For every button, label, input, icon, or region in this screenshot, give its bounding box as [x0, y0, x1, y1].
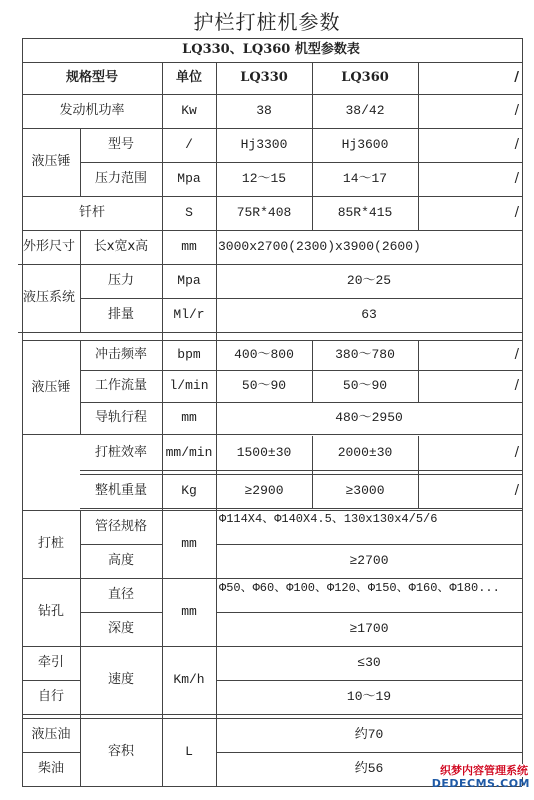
impact-freq-label: 冲击频率 — [94, 346, 147, 362]
flow-unit: l/min — [169, 377, 209, 393]
header-lq330: LQ330 — [240, 69, 288, 85]
piling-unit: mm — [181, 535, 197, 551]
engine-power-lq330: 38 — [256, 102, 272, 118]
piling-height-value: ≥2700 — [349, 552, 389, 568]
volume-label: 容积 — [107, 743, 134, 759]
drill-rod-lq330: 75R*408 — [236, 204, 292, 220]
engine-power-extra: / — [514, 102, 519, 118]
header-lq360: LQ360 — [341, 69, 389, 85]
engine-power-unit: Kw — [181, 102, 197, 118]
piling-label: 打桩 — [37, 535, 64, 551]
table-caption: LQ330、LQ360 机型参数表 — [182, 41, 360, 57]
drill-rod-lq360: 85R*415 — [337, 204, 393, 220]
dimensions-value: 3000x2700(2300)x3900(2600) — [218, 238, 421, 254]
header-model: 规格型号 — [65, 69, 118, 85]
dimensions-unit: mm — [181, 238, 197, 254]
volume-unit: L — [185, 743, 193, 759]
dimensions-sublabel: 长x宽x高 — [93, 238, 149, 254]
speed-label: 速度 — [107, 671, 134, 687]
self-propelled-label: 自行 — [37, 688, 64, 704]
drill-rod-unit: S — [185, 204, 193, 220]
grid-hline — [22, 434, 522, 435]
total-weight-lq330: ≥2900 — [244, 482, 284, 498]
impact-freq-unit: bpm — [177, 346, 201, 362]
engine-power-label: 发动机功率 — [59, 102, 125, 118]
hammer-perf-label: 液压锤 — [31, 379, 71, 395]
engine-power-lq360: 38/42 — [345, 102, 385, 118]
flow-extra: / — [514, 377, 519, 393]
system-pressure-label: 压力 — [107, 272, 134, 288]
pressure-range-lq330: 12～15 — [241, 170, 287, 186]
drill-depth-value: ≥1700 — [349, 620, 389, 636]
flow-label: 工作流量 — [94, 377, 147, 393]
traction-speed-value: ≤30 — [357, 654, 381, 670]
impact-freq-lq360: 380～780 — [335, 346, 395, 362]
hammer-model-lq360: Hj3600 — [341, 136, 389, 152]
hydraulic-system-label: 液压系统 — [22, 289, 75, 305]
grid-hline — [18, 332, 522, 333]
piling-efficiency-label: 打桩效率 — [94, 444, 147, 460]
watermark-line1: 织梦内容管理系统 — [432, 764, 530, 777]
pressure-range-lq360: 14～17 — [342, 170, 388, 186]
drill-depth-label: 深度 — [107, 620, 134, 636]
hydraulic-hammer-label: 液压锤 — [31, 153, 71, 169]
grid-hline — [80, 470, 522, 471]
grid-hline — [80, 508, 522, 509]
guide-travel-label: 导轨行程 — [94, 409, 147, 425]
system-pressure-unit: Mpa — [177, 272, 201, 288]
impact-freq-extra: / — [514, 346, 519, 362]
total-weight-lq360: ≥3000 — [345, 482, 385, 498]
impact-freq-lq330: 400～800 — [234, 346, 294, 362]
dimensions-label: 外形尺寸 — [22, 238, 75, 254]
system-pressure-value: 20～25 — [346, 272, 392, 288]
piling-efficiency-lq330: 1500±30 — [236, 444, 292, 460]
displacement-value: 63 — [361, 306, 377, 322]
drill-diameter-value: Φ50、Φ60、Φ100、Φ120、Φ150、Φ160、Φ180... — [219, 581, 500, 595]
displacement-label: 排量 — [107, 306, 134, 322]
watermark-line2: DEDECMS.COM — [431, 776, 530, 790]
guide-travel-unit: mm — [181, 409, 197, 425]
hammer-model-label: 型号 — [107, 136, 134, 152]
hydraulic-oil-label: 液压油 — [31, 726, 71, 742]
pressure-range-unit: Mpa — [177, 170, 201, 186]
pipe-spec-value: Φ114X4、Φ140X4.5、130x130x4/5/6 — [219, 512, 438, 526]
header-extra: / — [514, 69, 519, 85]
header-unit: 单位 — [175, 69, 202, 85]
speed-unit: Km/h — [173, 671, 205, 687]
traction-label: 牵引 — [37, 654, 64, 670]
total-weight-extra: / — [514, 482, 519, 498]
grid-vline — [522, 38, 523, 786]
piling-efficiency-unit: mm/min — [165, 444, 213, 460]
total-weight-label: 整机重量 — [94, 482, 147, 498]
hammer-model-lq330: Hj3300 — [240, 136, 288, 152]
displacement-unit: Ml/r — [173, 306, 205, 322]
pipe-spec-label: 管径规格 — [94, 518, 147, 534]
grid-hline — [22, 714, 522, 715]
diesel-value: 约56 — [354, 760, 384, 776]
hydraulic-oil-value: 约70 — [354, 726, 384, 742]
drill-rod-label: 钎杆 — [78, 204, 105, 220]
drill-rod-extra: / — [514, 204, 519, 220]
watermark — [432, 764, 530, 790]
piling-efficiency-extra: / — [514, 444, 519, 460]
drilling-unit: mm — [181, 603, 197, 619]
drilling-label: 钻孔 — [37, 603, 64, 619]
guide-travel-value: 480～2950 — [335, 409, 403, 425]
self-speed-value: 10～19 — [346, 688, 392, 704]
page-title: 护栏打桩机参数 — [193, 10, 341, 34]
flow-lq330: 50～90 — [241, 377, 287, 393]
diesel-label: 柴油 — [37, 760, 64, 776]
pressure-range-label: 压力范围 — [94, 170, 147, 186]
piling-height-label: 高度 — [107, 552, 134, 568]
drill-diameter-label: 直径 — [107, 586, 134, 602]
total-weight-unit: Kg — [181, 482, 197, 498]
hammer-model-unit: / — [185, 136, 193, 152]
pressure-range-extra: / — [514, 170, 519, 186]
hammer-model-extra: / — [514, 136, 519, 152]
flow-lq360: 50～90 — [342, 377, 388, 393]
piling-efficiency-lq360: 2000±30 — [337, 444, 393, 460]
